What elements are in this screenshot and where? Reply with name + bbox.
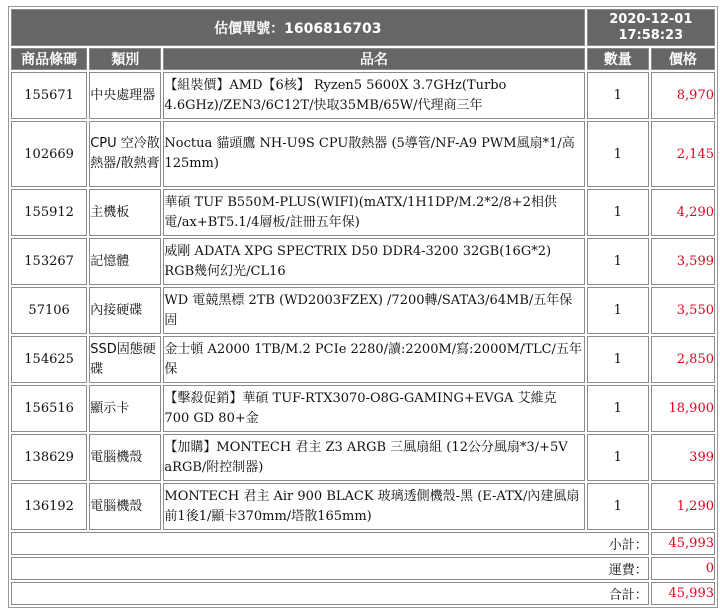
item-qty: 1 bbox=[587, 336, 649, 383]
shipping-label: 運費： bbox=[11, 557, 649, 580]
quote-date: 2020-12-01 bbox=[609, 11, 693, 27]
item-category: SSD固態硬碟 bbox=[89, 336, 161, 383]
item-name: 【組裝價】AMD【6核】 Ryzen5 5600X 3.7GHz(Turbo 4.6GHz)/ZEN3/6C12T/快取35MB/65W/代理商三年 bbox=[163, 72, 584, 119]
table-row bbox=[11, 121, 715, 187]
item-code: 138629 bbox=[11, 434, 87, 481]
item-category: CPU 空冷散熱器/散熱膏 bbox=[89, 121, 161, 187]
item-code: 155912 bbox=[11, 189, 87, 236]
item-code: 57106 bbox=[11, 287, 87, 334]
shipping-row bbox=[11, 557, 715, 580]
item-name: 【擊殺促銷】華碩 TUF-RTX3070-O8G-GAMING+EVGA 艾維克 700 GD 80+金 bbox=[163, 385, 584, 432]
col-header-price: 價格 bbox=[651, 48, 715, 70]
item-name: 【加購】MONTECH 君主 Z3 ARGB 三風扇組 (12公分風扇*3/+5V aRGB/附控制器) bbox=[163, 434, 584, 481]
shipping-value: 0 bbox=[651, 557, 715, 580]
table-row bbox=[11, 72, 715, 119]
item-price: 3,599 bbox=[651, 238, 715, 285]
total-row bbox=[11, 582, 715, 605]
table-row bbox=[11, 336, 715, 383]
item-qty: 1 bbox=[587, 72, 649, 119]
col-header-code: 商品條碼 bbox=[11, 48, 87, 70]
item-code: 155671 bbox=[11, 72, 87, 119]
item-category: 內接硬碟 bbox=[89, 287, 161, 334]
subtotal-label: 小計： bbox=[11, 532, 649, 555]
item-code: 136192 bbox=[11, 483, 87, 530]
item-price: 399 bbox=[651, 434, 715, 481]
item-qty: 1 bbox=[587, 434, 649, 481]
item-qty: 1 bbox=[587, 287, 649, 334]
item-price: 2,145 bbox=[651, 121, 715, 187]
item-code: 153267 bbox=[11, 238, 87, 285]
item-price: 18,900 bbox=[651, 385, 715, 432]
item-code: 156516 bbox=[11, 385, 87, 432]
item-category: 記憶體 bbox=[89, 238, 161, 285]
item-code: 154625 bbox=[11, 336, 87, 383]
subtotal-value: 45,993 bbox=[651, 532, 715, 555]
item-category: 電腦機殼 bbox=[89, 483, 161, 530]
item-name: 金士頓 A2000 1TB/M.2 PCIe 2280/讀:2200M/寫:2000M/TLC/五年保 bbox=[163, 336, 584, 383]
quote-table bbox=[8, 6, 718, 608]
subtotal-row bbox=[11, 532, 715, 555]
item-category: 主機板 bbox=[89, 189, 161, 236]
item-category: 中央處理器 bbox=[89, 72, 161, 119]
item-name: 華碩 TUF B550M-PLUS(WIFI)(mATX/1H1DP/M.2*2/8+2相供電/ax+BT5.1/4層板/註冊五年保) bbox=[163, 189, 584, 236]
item-code: 102669 bbox=[11, 121, 87, 187]
item-qty: 1 bbox=[587, 238, 649, 285]
item-name: 威剛 ADATA XPG SPECTRIX D50 DDR4-3200 32GB(16G*2) RGB幾何幻光/CL16 bbox=[163, 238, 584, 285]
item-qty: 1 bbox=[587, 189, 649, 236]
item-qty: 1 bbox=[587, 121, 649, 187]
table-row bbox=[11, 287, 715, 334]
total-value: 45,993 bbox=[651, 582, 715, 605]
table-row bbox=[11, 238, 715, 285]
total-label: 合計： bbox=[11, 582, 649, 605]
col-header-name: 品名 bbox=[163, 48, 584, 70]
col-header-category: 類別 bbox=[89, 48, 161, 70]
item-qty: 1 bbox=[587, 483, 649, 530]
item-qty: 1 bbox=[587, 385, 649, 432]
item-name: MONTECH 君主 Air 900 BLACK 玻璃透側機殼-黑 (E-ATX/內建風扇前1後1/顯卡370mm/塔散165mm) bbox=[163, 483, 584, 530]
table-row bbox=[11, 385, 715, 432]
table-row bbox=[11, 189, 715, 236]
col-header-qty: 數量 bbox=[587, 48, 649, 70]
quote-number: 估價單號：1606816703 bbox=[11, 9, 585, 46]
item-name: Noctua 貓頭鷹 NH-U9S CPU散熱器 (5導管/NF-A9 PWM風扇*1/高125mm) bbox=[163, 121, 584, 187]
item-price: 3,550 bbox=[651, 287, 715, 334]
table-row bbox=[11, 483, 715, 530]
item-price: 2,850 bbox=[651, 336, 715, 383]
quote-time: 17:58:23 bbox=[618, 27, 684, 43]
item-price: 8,970 bbox=[651, 72, 715, 119]
quote-datetime bbox=[587, 9, 715, 46]
item-category: 顯示卡 bbox=[89, 385, 161, 432]
item-price: 1,290 bbox=[651, 483, 715, 530]
item-category: 電腦機殼 bbox=[89, 434, 161, 481]
item-name: WD 電競黑標 2TB (WD2003FZEX) /7200轉/SATA3/64MB/五年保固 bbox=[163, 287, 584, 334]
item-price: 4,290 bbox=[651, 189, 715, 236]
table-row bbox=[11, 434, 715, 481]
